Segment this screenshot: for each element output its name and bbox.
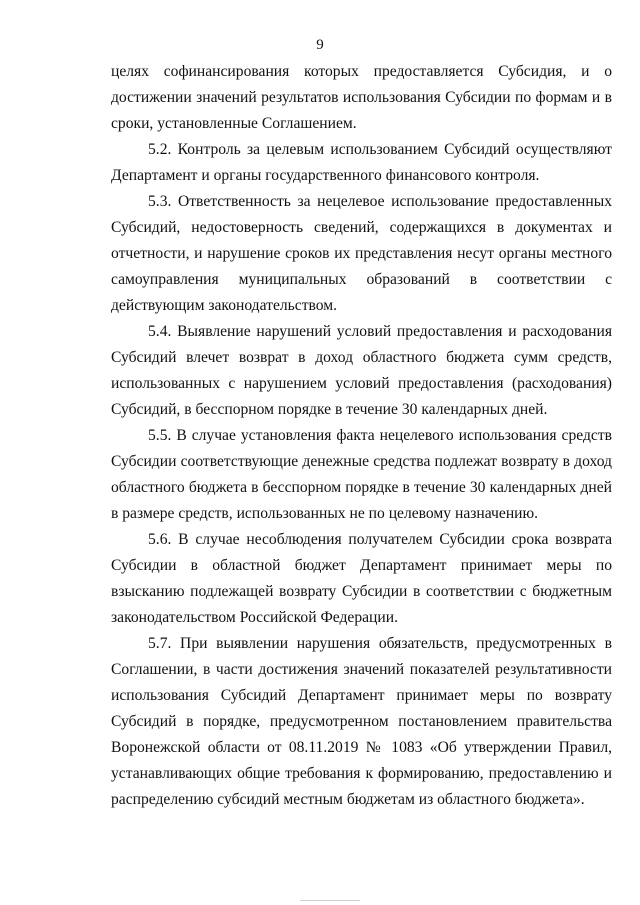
paragraph-5-3: 5.3. Ответственность за нецелевое использование предоставленных Субсидий, недостоверность сведений, содержащихся в документах и отчетности, и нарушение сроков их представления несут органы местного самоуправления муниципальных образований в соответствии с действующим законодательством. [111,193,612,314]
paragraph-5-4: 5.4. Выявление нарушений условий предоставления и расходования Субсидий влечет возврат в доход областного бюджета сумм средств, использованных с нарушением условий предоставления (расходования) Субсидий, в бесспорном порядке в течение 30 календарных дней. [111,323,612,418]
document-body [111,59,612,813]
paragraph-continuation: целях софинансирования которых предоставляется Субсидия, и о достижении значений результатов использования Субсидии по формам и в сроки, установленные Соглашением. [111,63,612,132]
paragraph-5-5: 5.5. В случае установления факта нецелевого использования средств Субсидии соответствующие денежные средства подлежат возврату в доход областного бюджета в бесспорном порядке в течение 30 календарных дней в размере средств, использованных не по целевому назначению. [111,427,612,522]
page-number: 9 [316,37,324,53]
paragraph-5-7: 5.7. При выявлении нарушения обязательств, предусмотренных в Соглашении, в части достижения значений показателей результативности использования Субсидий Департамент принимает меры по возврату Субсидий в порядке, предусмотренном постановлением правительства Воронежской области от 08.11.2019 № 1083 «Об утверждении Правил, устанавливающих общие требования к формированию, предоставлению и распределению субсидий местным бюджетам из областного бюджета». [111,635,612,808]
paragraph-5-2: 5.2. Контроль за целевым использованием Субсидий осуществляют Департамент и органы государственного финансового контроля. [111,141,612,184]
scan-edge-mark [300,900,360,901]
paragraph-5-6: 5.6. В случае несоблюдения получателем Субсидии срока возврата Субсидии в областной бюджет Департамент принимает меры по взысканию подлежащей возврату Субсидии в соответствии с бюджетным законодательством Российской Федерации. [111,531,612,626]
